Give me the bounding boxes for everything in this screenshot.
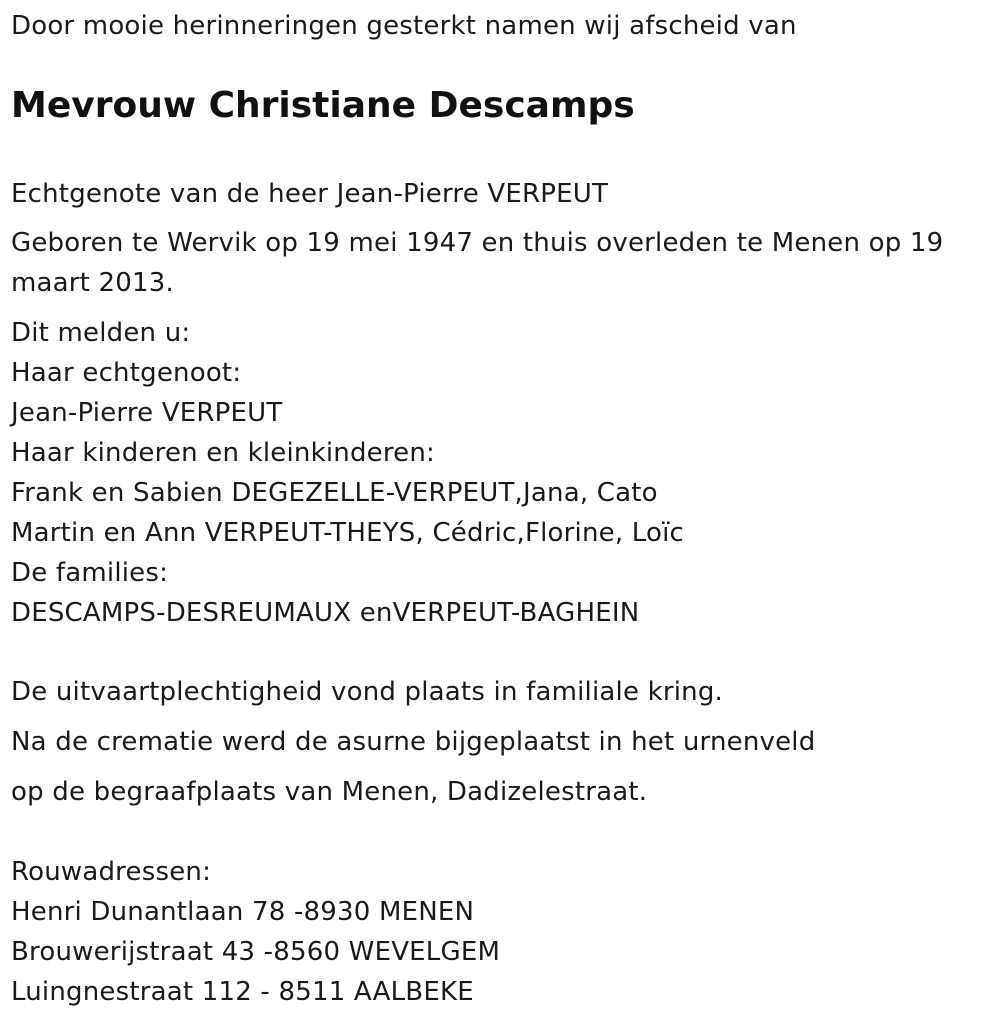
announce-line: Martin en Ann VERPEUT-THEYS, Cédric,Florine, Loïc <box>11 518 685 548</box>
birth-death-text: Geboren te Wervik op 19 mei 1947 en thuis overleden te Menen op 19 maart 2013. <box>11 228 944 298</box>
address-item: Luingnestraat 112 - 8511 AALBEKE <box>11 977 474 1007</box>
funeral-text-2: Na de crematie werd de asurne bijgeplaatst in het urnenveld <box>11 727 816 757</box>
deceased-name: Mevrouw Christiane Descamps <box>11 85 635 126</box>
announce-line: DESCAMPS-DESREUMAUX enVERPEUT-BAGHEIN <box>11 598 640 628</box>
spouse-text: Echtgenote van de heer Jean-Pierre VERPEUT <box>11 179 609 209</box>
addresses-heading: Rouwadressen: <box>11 857 212 887</box>
announce-line: Frank en Sabien DEGEZELLE-VERPEUT,Jana, Cato <box>11 478 658 508</box>
announce-line: De families: <box>11 558 169 588</box>
address-item: Brouwerijstraat 43 -8560 WEVELGEM <box>11 937 501 967</box>
funeral-text-3: op de begraafplaats van Menen, Dadizelestraat. <box>11 777 648 807</box>
funeral-text-1: De uitvaartplechtigheid vond plaats in familiale kring. <box>11 677 724 707</box>
intro-text: Door mooie herinneringen gesterkt namen wij afscheid van <box>11 11 797 41</box>
address-item: Henri Dunantlaan 78 -8930 MENEN <box>11 897 475 927</box>
announcement-block <box>11 313 684 633</box>
mourning-addresses <box>11 852 500 1012</box>
announce-line: Dit melden u: <box>11 318 191 348</box>
announce-line: Haar echtgenoot: <box>11 358 242 388</box>
announce-line: Haar kinderen en kleinkinderen: <box>11 438 436 468</box>
announce-line: Jean-Pierre VERPEUT <box>11 398 283 428</box>
